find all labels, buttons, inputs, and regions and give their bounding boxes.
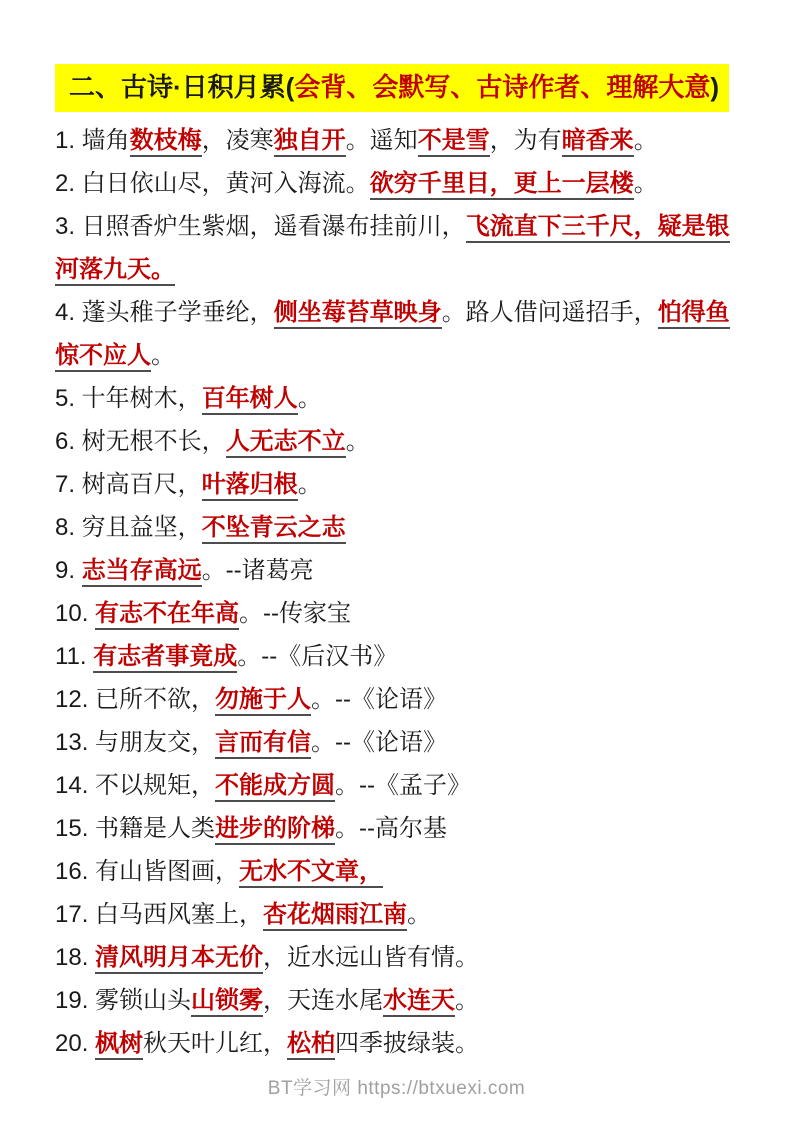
text-line <box>55 807 745 850</box>
plain-text: 。路人借问遥招手， <box>441 298 658 326</box>
section-title-highlight: 会背、会默写、古诗作者、理解大意 <box>294 72 711 102</box>
text-line <box>55 506 745 549</box>
plain-text: 15. 书籍是人类 <box>55 814 216 842</box>
plain-text: 。 <box>407 900 432 928</box>
plain-text: ，凌寒 <box>201 126 274 154</box>
plain-text: 16. 有山皆图画， <box>55 857 240 885</box>
plain-text: 1. 墙角 <box>55 126 130 154</box>
highlighted-answer-text: 无水不文章， <box>239 858 383 888</box>
plain-text: 。--《论语》 <box>311 728 448 756</box>
text-line <box>55 936 745 979</box>
plain-text: 2. 白日依山尽，黄河入海流。 <box>55 169 370 197</box>
highlighted-answer-text: 不坠青云之志 <box>202 514 346 544</box>
plain-text: 。--高尔基 <box>335 814 448 842</box>
highlighted-answer-text: 欲穷千里目，更上一层楼 <box>370 170 634 200</box>
highlighted-answer-text: 杏花烟雨江南 <box>263 901 407 931</box>
plain-text: 。--《论语》 <box>311 685 448 713</box>
text-line <box>55 893 745 936</box>
plain-text: 13. 与朋友交， <box>55 728 216 756</box>
plain-text: 。 <box>455 986 480 1014</box>
plain-text: 5. 十年树木， <box>55 384 202 412</box>
plain-text: 。 <box>297 470 322 498</box>
plain-text: 。--诸葛亮 <box>201 556 314 584</box>
text-line <box>55 635 745 678</box>
highlighted-answer-text: 不是雪 <box>418 127 490 157</box>
plain-text: 。 <box>345 427 370 455</box>
highlighted-answer-text: 松柏 <box>287 1030 335 1060</box>
plain-text: 10. <box>55 599 96 627</box>
plain-text: 秋天叶儿红， <box>143 1029 288 1057</box>
plain-text: 3. 日照香炉生紫烟，遥看瀑布挂前川， <box>55 212 466 240</box>
plain-text: 。 <box>151 341 175 369</box>
highlighted-answer-text: 有志者事竟成 <box>93 643 237 673</box>
plain-text: 。--《孟子》 <box>335 771 472 799</box>
plain-text: 。--传家宝 <box>239 599 352 627</box>
plain-text: 。遥知 <box>345 126 418 154</box>
text-line <box>55 420 745 463</box>
section-title <box>55 64 729 112</box>
text-line <box>55 850 745 893</box>
section-title-prefix: 二、古诗·日积月累( <box>69 72 295 102</box>
highlighted-answer-text: 叶落归根 <box>202 471 298 501</box>
text-line <box>55 377 745 420</box>
text-line <box>55 979 745 1022</box>
highlighted-answer-text: 暗香来 <box>562 127 634 157</box>
text-line <box>55 291 745 377</box>
highlighted-answer-text: 人无志不立 <box>226 428 346 458</box>
footer-watermark: BT学习网 https://btxuexi.com <box>267 1078 526 1099</box>
plain-text: 7. 树高百尺， <box>55 470 202 498</box>
highlighted-answer-text: 枫树 <box>95 1030 143 1060</box>
text-line <box>55 162 745 205</box>
text-line <box>55 549 745 592</box>
section-title-suffix: ) <box>710 72 720 102</box>
text-line <box>55 119 745 162</box>
plain-text: 。 <box>633 126 658 154</box>
highlighted-answer-text: 不能成方圆 <box>215 772 335 802</box>
plain-text: 6. 树无根不长， <box>55 427 226 455</box>
highlighted-answer-text: 数枝梅 <box>130 127 202 157</box>
poem-lines <box>55 119 745 1065</box>
plain-text: 11. <box>55 642 94 670</box>
highlighted-answer-text: 清风明月本无价 <box>95 944 263 974</box>
highlighted-answer-text: 侧坐莓苔草映身 <box>274 299 442 329</box>
highlighted-answer-text: 山锁雾 <box>191 987 263 1017</box>
text-line <box>55 678 745 721</box>
text-line <box>55 764 745 807</box>
plain-text: 。 <box>297 384 322 412</box>
highlighted-answer-text: 独自开 <box>274 127 346 157</box>
plain-text: 。 <box>633 169 658 197</box>
text-line <box>55 205 745 291</box>
plain-text: ，天连水尾 <box>263 986 384 1014</box>
plain-text: 。--《后汉书》 <box>237 642 398 670</box>
highlighted-answer-text: 飞流直下三千尺，疑是银河落九天。 <box>55 213 730 286</box>
highlighted-answer-text: 怕得鱼惊不应人 <box>55 299 730 372</box>
text-line <box>55 463 745 506</box>
plain-text: 14. 不以规矩， <box>55 771 216 799</box>
highlighted-answer-text: 进步的阶梯 <box>215 815 335 845</box>
text-line <box>55 592 745 635</box>
highlighted-answer-text: 勿施于人 <box>215 686 311 716</box>
text-line <box>55 1022 745 1065</box>
highlighted-answer-text: 有志不在年高 <box>95 600 239 630</box>
plain-text: 8. 穷且益坚， <box>55 513 202 541</box>
text-line <box>55 721 745 764</box>
plain-text: 18. <box>55 943 96 971</box>
plain-text: ，近水远山皆有情。 <box>263 943 480 971</box>
highlighted-answer-text: 言而有信 <box>215 729 311 759</box>
highlighted-answer-text: 水连天 <box>383 987 455 1017</box>
plain-text: 四季披绿装。 <box>335 1029 480 1057</box>
plain-text: 12. 已所不欲， <box>55 685 216 713</box>
highlighted-answer-text: 志当存高远 <box>82 557 202 587</box>
plain-text: 4. 蓬头稚子学垂纶， <box>55 298 274 326</box>
plain-text: ，为有 <box>489 126 562 154</box>
plain-text: 19. 雾锁山头 <box>55 986 192 1014</box>
plain-text: 9. <box>55 556 82 584</box>
plain-text: 20. <box>55 1029 96 1057</box>
plain-text: 17. 白马西风塞上， <box>55 900 264 928</box>
highlighted-answer-text: 百年树人 <box>202 385 298 415</box>
